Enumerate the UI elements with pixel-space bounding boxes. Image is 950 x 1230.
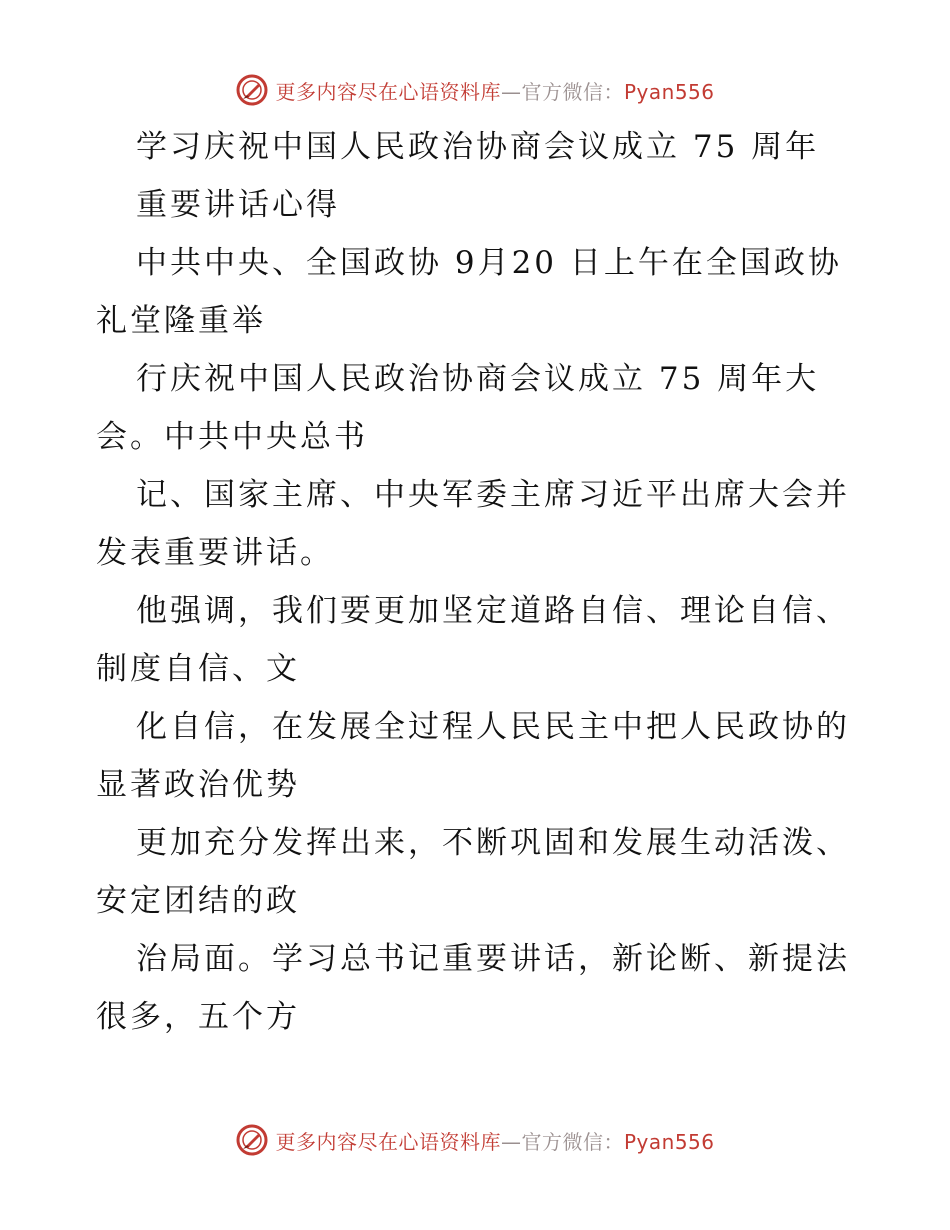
paragraph-line: 更加充分发挥出来，不断巩固和发展生动活泼、	[136, 825, 850, 861]
paragraph-line: 安定团结的政	[96, 883, 300, 919]
paragraph-line: 他强调，我们要更加坚定道路自信、理论自信、	[136, 593, 850, 629]
paragraph-line: 记、国家主席、中央军委主席习近平出席大会并	[136, 477, 850, 513]
header-separator: —	[500, 79, 522, 104]
paragraph-line: 中共中央、全国政协 9月20 日上午在全国政协	[136, 245, 842, 281]
paragraph-line: 制度自信、文	[96, 651, 300, 687]
footer-banner	[0, 1120, 950, 1160]
paragraph-line: 化自信，在发展全过程人民民主中把人民政协的	[136, 709, 850, 745]
footer-watermark-text	[275, 1126, 714, 1155]
pen-nib-logo-icon	[235, 73, 269, 107]
footer-wechat-id: Pyan556	[623, 1129, 715, 1154]
paragraph-line: 治局面。学习总书记重要讲话，新论断、新提法	[136, 941, 850, 977]
paragraph-line: 礼堂隆重举	[96, 303, 266, 339]
paragraph-line: 学习庆祝中国人民政治协商会议成立 75 周年	[136, 129, 820, 165]
paragraph-line: 显著政治优势	[96, 767, 300, 803]
document-body	[96, 118, 856, 1046]
paragraph-line: 行庆祝中国人民政治协商会议成立 75 周年大	[136, 361, 820, 397]
footer-official-label: 官方微信：	[521, 1129, 624, 1154]
paragraph-line: 会。中共中央总书	[96, 419, 368, 455]
header-site-text: 更多内容尽在心语资料库	[275, 79, 501, 104]
header-official-label: 官方微信：	[521, 79, 624, 104]
header-banner	[0, 70, 950, 110]
footer-separator: —	[500, 1129, 522, 1154]
pen-nib-logo-icon	[235, 1123, 269, 1157]
header-watermark-text	[275, 76, 714, 105]
header-wechat-id: Pyan556	[623, 79, 715, 104]
paragraph-line: 发表重要讲话。	[96, 535, 334, 571]
paragraph-line: 很多，五个方	[96, 999, 300, 1035]
paragraph-line: 重要讲话心得	[136, 187, 340, 223]
footer-site-text: 更多内容尽在心语资料库	[275, 1129, 501, 1154]
